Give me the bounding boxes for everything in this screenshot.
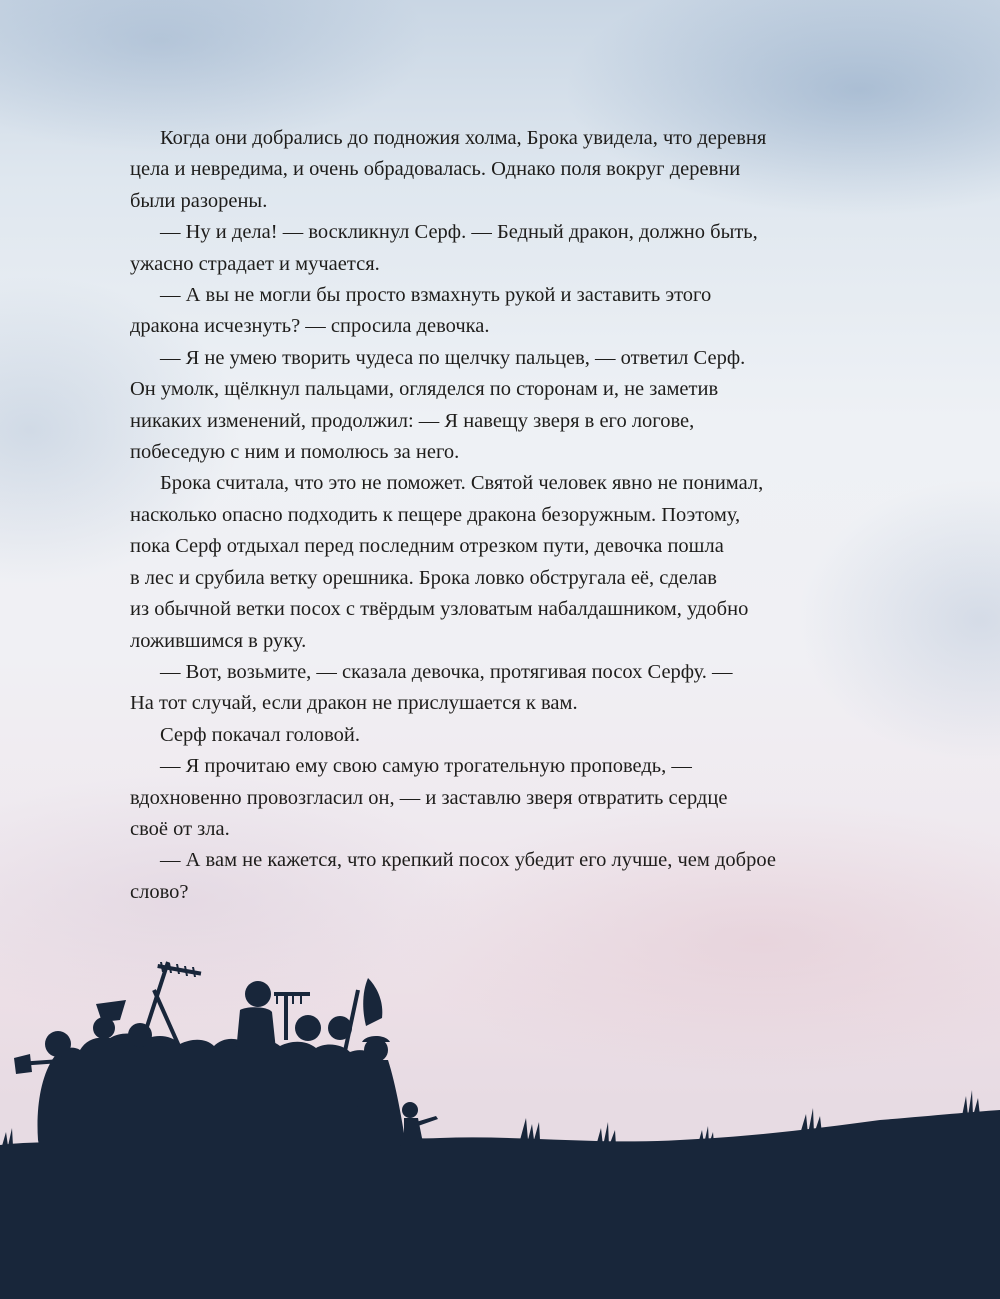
story-line: насколько опасно подходить к пещере дракона безоружным. Поэтому, [130,503,741,526]
grass-tuft [520,1118,540,1140]
story-line: Серф покачал головой. [160,723,361,746]
story-line: — Вот, возьмите, — сказала девочка, протягивая посох Серфу. — [160,660,733,683]
villager-hat [362,1036,390,1042]
rake-tines [276,996,302,1004]
villager-head [295,1015,321,1041]
story-line: цела и невредима, и очень обрадовалась. Однако поля вокруг деревни [130,158,741,181]
story-line: пока Серф отдыхал перед последним отрезком пути, девочка пошла [130,535,724,558]
rake-handle [138,961,170,1048]
story-line: были разорены. [130,189,268,212]
grass-tuft [2,1128,13,1146]
story-line: побеседую с ним и помолюсь за него. [130,441,460,464]
story-text [130,123,870,908]
story-line: из обычной ветки посох с твёрдым узловатым набалдашником, удобно [130,598,749,621]
story-line: Брока считала, что это не поможет. Святой человек явно не понимал, [160,472,764,495]
rake-head [274,992,310,996]
story-line: — А вы не могли бы просто взмахнуть рукой и заставить этого [160,284,712,307]
villager-head [45,1031,71,1057]
story-line: в лес и срубила ветку орешника. Брока ловко обстругала её, сделав [130,566,717,589]
villager-head [245,981,271,1007]
story-line: никаких изменений, продолжил: — Я навещу зверя в его логове, [130,409,695,432]
story-line: — А вам не кажется, что крепкий посох убедит его лучше, чем доброе [160,849,776,872]
story-line: Когда они добрались до подножия холма, Брока увидела, что деревня [160,127,767,149]
child-arm [416,1116,438,1126]
story-line: На тот случай, если дракон не прислушается к вам. [130,692,578,715]
axe-head [14,1054,32,1074]
story-line: — Я не умею творить чудеса по щелчку пальцев, — ответил Серф. [160,346,746,369]
story-line: вдохновенно провозгласил он, — и заставлю зверя отвратить сердце [130,786,728,809]
silhouette-shapes [0,961,1000,1299]
villager-head [402,1102,418,1118]
story-line: ложившимся в руку. [130,629,307,652]
villagers-silhouette-icon [0,940,1000,1299]
broom-bristles [363,978,382,1026]
story-line: дракона исчезнуть? — спросила девочка. [130,315,490,338]
story-line: своё от зла. [130,817,230,840]
villager-body [236,1007,276,1052]
grass-tuft [698,1126,714,1144]
grass-tuft [800,1108,822,1134]
grass-tuft [962,1090,980,1116]
story-line: слово? [130,880,189,903]
story-line: ужасно страдает и мучается. [130,252,380,275]
crowd-silhouette [38,1034,406,1151]
story-line: Он умолк, щёлкнул пальцами, огляделся по сторонам и, не заметив [130,378,719,401]
grass-tuft [596,1122,616,1146]
story-line: — Я прочитаю ему свою самую трогательную проповедь, — [160,755,692,778]
story-line: — Ну и дела! — воскликнул Серф. — Бедный дракон, должно быть, [160,221,758,244]
